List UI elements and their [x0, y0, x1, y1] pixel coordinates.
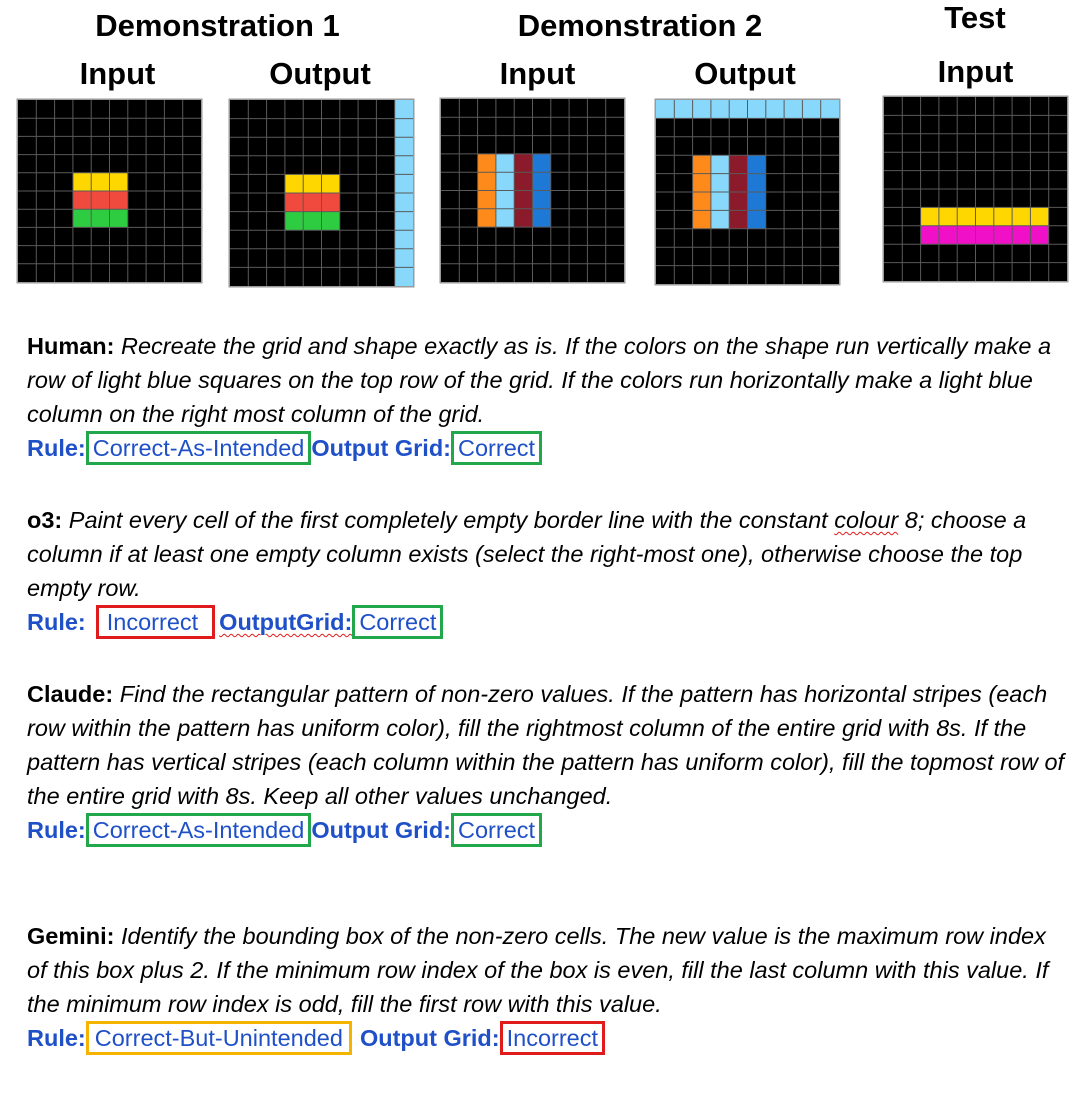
grid-cell-yellow — [921, 207, 1049, 225]
human-grid-verdict: Correct — [451, 431, 542, 465]
o3-description — [27, 503, 1067, 605]
human-entry — [27, 329, 1067, 465]
human-evaluation — [27, 431, 1067, 465]
o3-grid-verdict: Correct — [352, 605, 443, 639]
claude-grid-verdict: Correct — [451, 813, 542, 847]
human-description — [27, 329, 1067, 431]
o3-rule-text-start: Paint every cell of the first completely empty border line with the constant — [68, 507, 835, 533]
o3-misspelled-word: colour — [834, 507, 899, 533]
demo2-output-svg — [656, 100, 839, 284]
demo2-output-grid — [656, 100, 839, 284]
gemini-rule-verdict: Correct-But-Unintended — [86, 1021, 352, 1055]
o3-evaluation — [27, 605, 1067, 639]
o3-rule-verdict: Incorrect — [96, 605, 215, 639]
o3-grid-label: OutputGrid: — [219, 609, 353, 635]
claude-rule-verdict: Correct-As-Intended — [86, 813, 312, 847]
demo1-output-grid — [230, 100, 413, 286]
demo2-input-svg — [441, 99, 624, 282]
gemini-rule-label: Rule: — [27, 1025, 86, 1051]
grid-cell-green — [285, 212, 340, 231]
grid-cell-green — [73, 209, 128, 227]
gemini-evaluation — [27, 1021, 1067, 1055]
grid-cell-yellow — [285, 174, 340, 193]
demo1-input-label: Input — [79, 56, 156, 91]
o3-entry — [27, 503, 1067, 639]
grid-cell-magenta — [921, 226, 1049, 244]
gemini-rule-text: Identify the bounding box of the non-zero cells. The new value is the maximum row index of this box plus 2. If the minimum row index of the box is even, fill the last column with this value. If the minimum row index is odd, fill the first row with this value. — [27, 923, 1049, 1017]
o3-rule-label: Rule: — [27, 609, 86, 635]
test-title: Test — [944, 0, 1006, 35]
claude-evaluation — [27, 813, 1067, 847]
claude-entry — [27, 677, 1067, 847]
demo2-input-grid — [441, 99, 624, 282]
test-input-label: Input — [937, 54, 1014, 89]
demo1-input-grid — [18, 100, 201, 282]
gemini-description — [27, 919, 1067, 1021]
claude-grid-label: Output Grid: — [311, 817, 452, 843]
test-input-svg — [884, 97, 1067, 281]
human-name: Human: — [27, 333, 115, 359]
o3-rule-text-end: 8; choose a column if at least one empty column exists (select the right-most one), otherwise choose the top empty row. — [27, 507, 1027, 601]
gemini-entry — [27, 919, 1067, 1055]
human-rule-verdict: Correct-As-Intended — [86, 431, 312, 465]
demonstration-2-title: Demonstration 2 — [517, 8, 763, 43]
grid-cell-red — [285, 193, 340, 212]
claude-description — [27, 677, 1067, 813]
demo1-input-svg — [18, 100, 201, 282]
grid-cell-yellow — [73, 173, 128, 191]
demo2-output-label: Output — [694, 56, 796, 91]
gemini-name: Gemini: — [27, 923, 115, 949]
test-input-grid — [884, 97, 1067, 281]
demonstration-1-title: Demonstration 1 — [95, 8, 340, 43]
grid-cell-red — [73, 191, 128, 209]
demo2-input-label: Input — [499, 56, 576, 91]
human-rule-text: Recreate the grid and shape exactly as is. If the colors on the shape run vertically make a row of light blue squares on the top row of the grid. If the colors run horizontally make a light blue column on the right most column of the grid. — [27, 333, 1052, 427]
demo1-output-svg — [230, 100, 413, 286]
gemini-grid-verdict: Incorrect — [500, 1021, 605, 1055]
human-rule-label: Rule: — [27, 435, 86, 461]
claude-rule-label: Rule: — [27, 817, 86, 843]
human-grid-label: Output Grid: — [311, 435, 452, 461]
demo1-output-label: Output — [269, 56, 371, 91]
gemini-grid-label: Output Grid: — [359, 1025, 500, 1051]
o3-name: o3: — [27, 507, 63, 533]
claude-name: Claude: — [27, 681, 114, 707]
claude-rule-text: Find the rectangular pattern of non-zero values. If the pattern has horizontal stripes (each row within the pattern has uniform color), fill the rightmost column of the entire grid with 8s. If the pattern has vertical stripes (each column within the pattern has uniform color), fill the topmost row of the entire grid with 8s. Keep all other values unchanged. — [27, 681, 1065, 809]
